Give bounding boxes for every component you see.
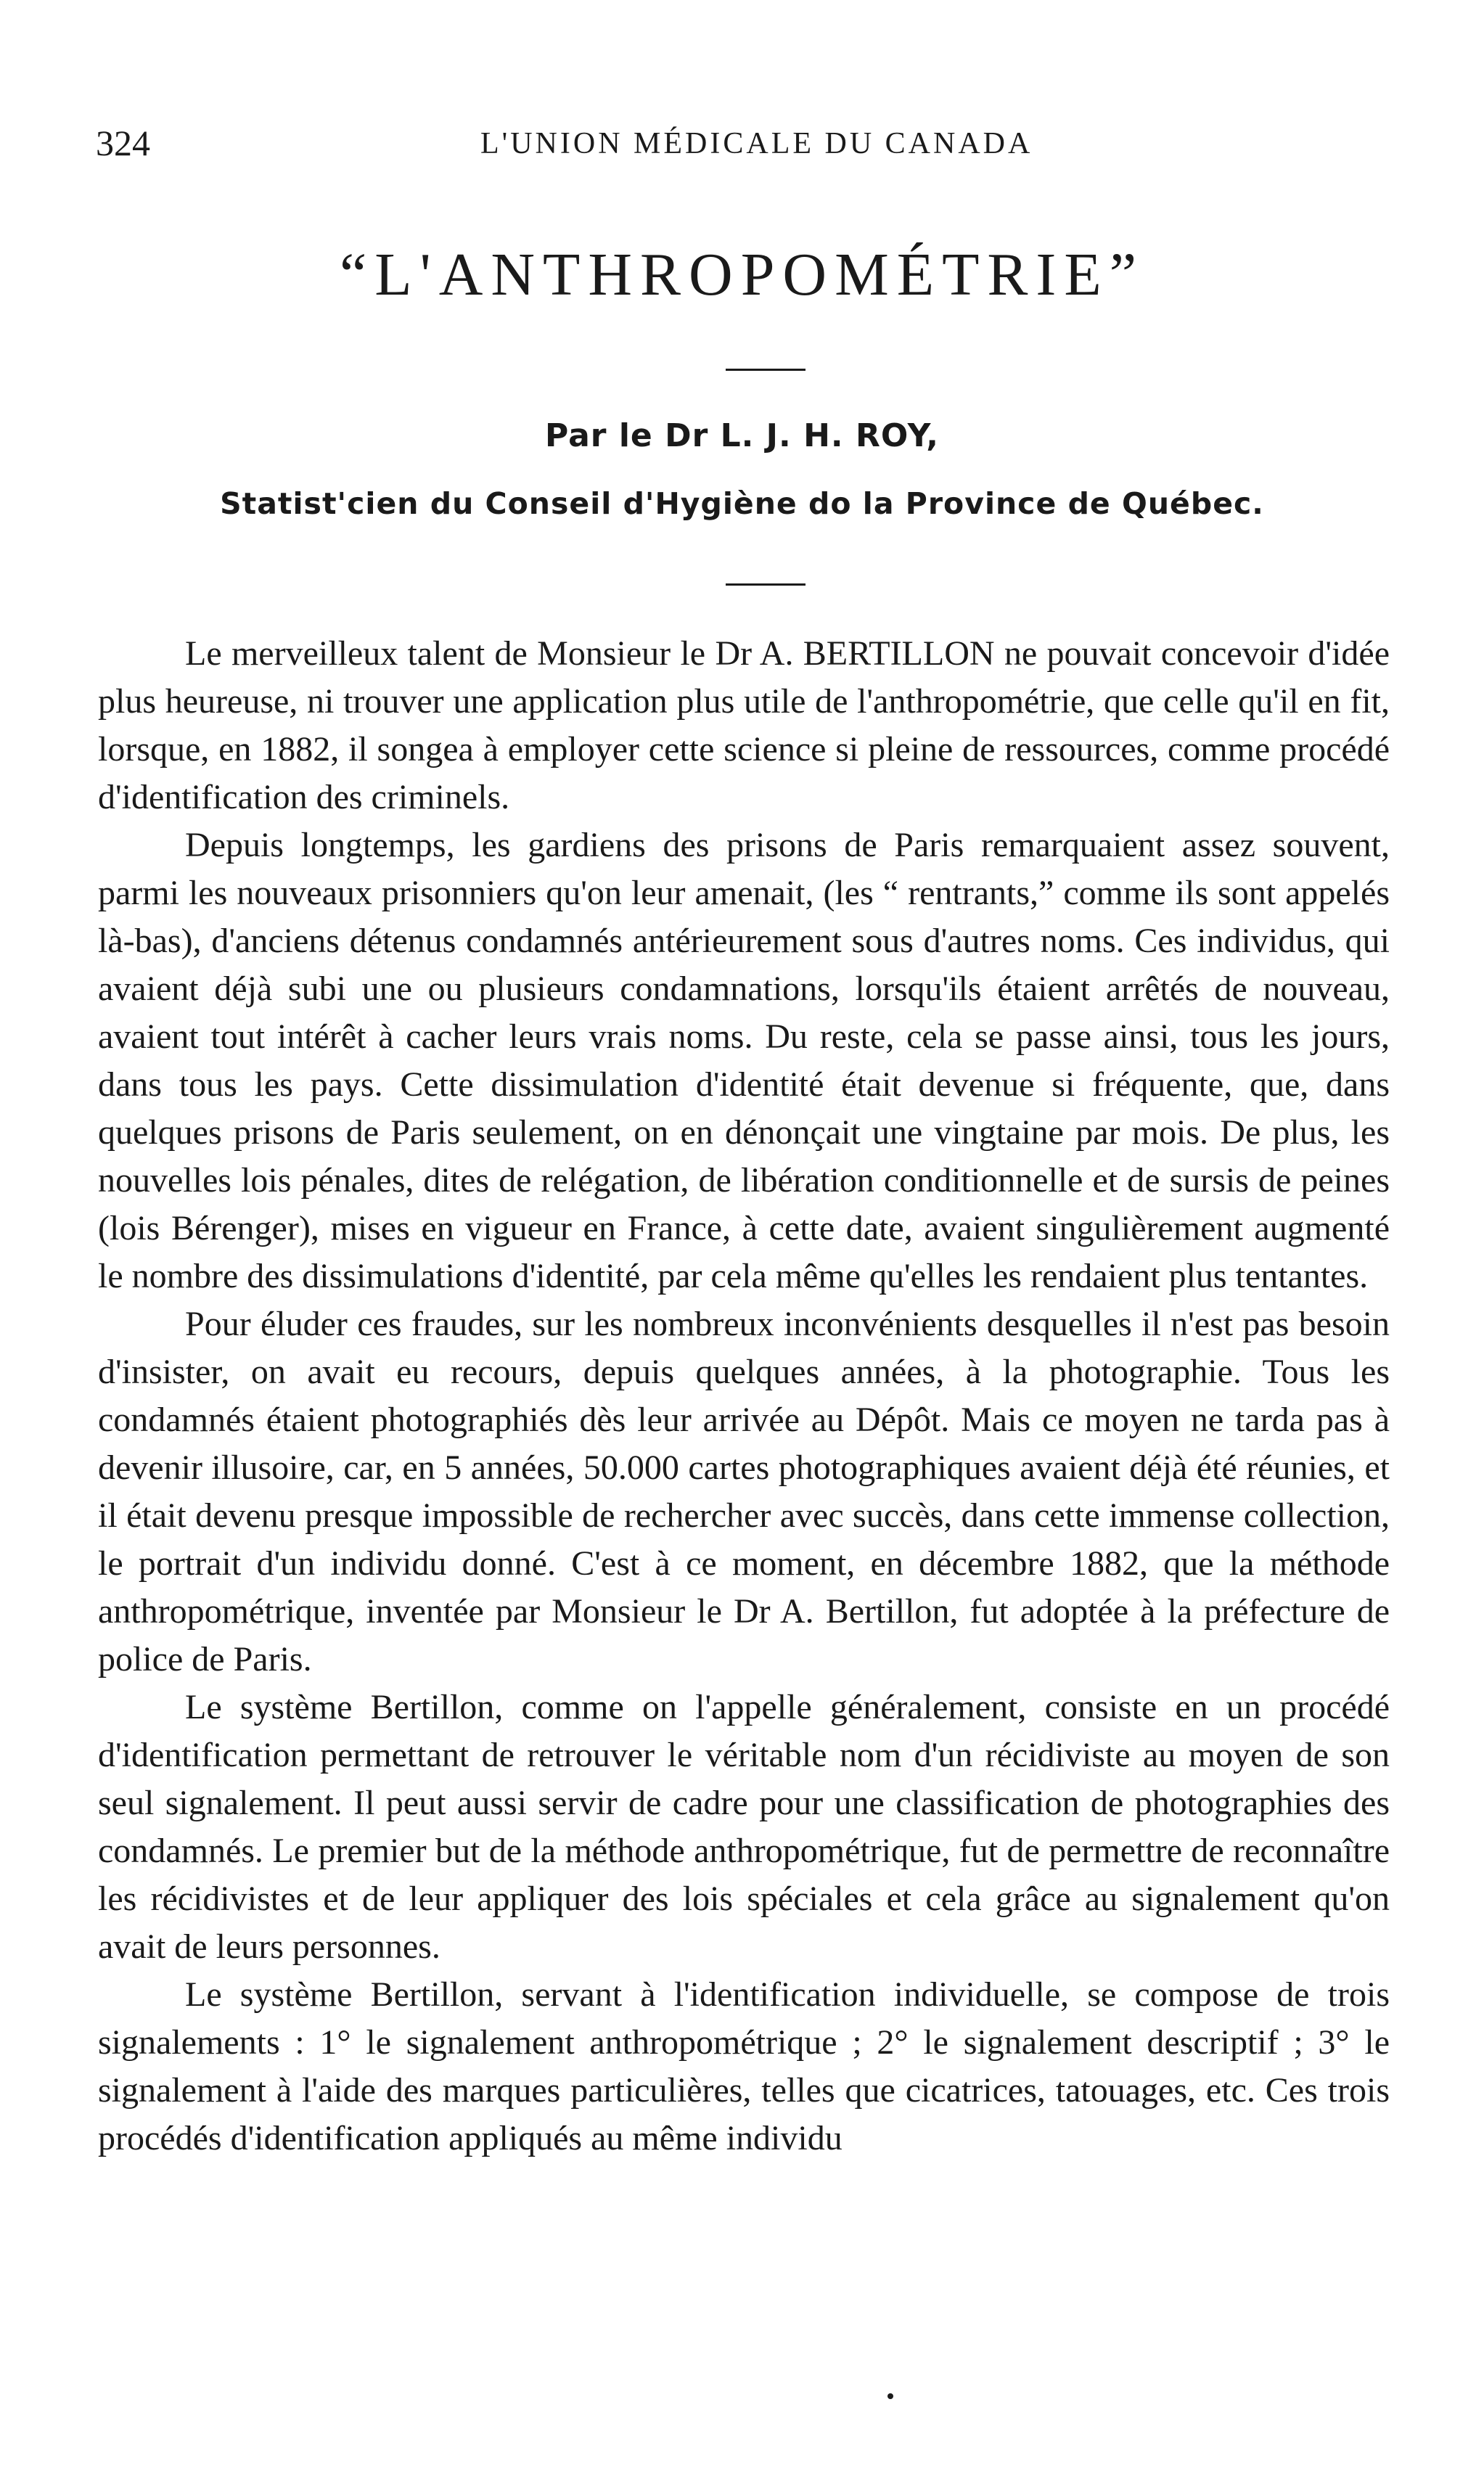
paragraph: Pour éluder ces fraudes, sur les nombreux inconvénients desquelles il n'est pas besoin d'insister, on avait eu recours, depuis quelques années, à la photographie. Tous les condamnés étaient photographiés dès leur arrivée au Dépôt. Mais ce moyen ne tarda pas à devenir illusoire, car, en 5 années, 50.000 cartes photographiques avaient déjà été réunies, et il était devenu presque impossible de rechercher avec succès, dans cette immense collection, le portrait d'un individu donné. C'est à ce moment, en décembre 1882, que la méthode anthropométrique, inventée par Monsieur le Dr A. Bertillon, fut adoptée à la préfecture de police de Paris. — [98, 1305, 1390, 1678]
author-byline: Par le Dr L. J. H. ROY, — [545, 417, 939, 454]
footer-dot — [887, 2393, 893, 2399]
article-body — [98, 630, 1390, 2163]
paragraph: Depuis longtemps, les gardiens des prisons de Paris remarquaient assez souvent, parmi les nouveaux prisonniers qu'on leur amenait, (les “ rentrants,” comme ils sont appelés là-bas), d'anciens détenus condamnés antérieurement sous d'autres noms. Ces individus, qui avaient déjà subi une ou plusieurs condamnations, lorsqu'ils étaient arrêtés de nouveau, avaient tout intérêt à cacher leurs vrais noms. Du reste, cela se passe ainsi, tous les jours, dans tous les pays. Cette dissimulation d'identité était devenue si fréquente, que, dans quelques prisons de Paris seulement, on en dénonçait une vingtaine par mois. De plus, les nouvelles lois pénales, dites de relégation, de libération conditionnelle et de sursis de peines (lois Bérenger), mises en vigueur en France, à cette date, avaient singulièrement augmenté le nombre des dissimulations d'identité, par cela même qu'elles les rendaient plus tentantes. — [98, 826, 1390, 1295]
page-number: 324 — [96, 123, 150, 163]
paragraph: Le système Bertillon, comme on l'appelle généralement, consiste en un procédé d'identification permettant de retrouver le véritable nom d'un récidiviste au moyen de son seul signalement. Il peut aussi servir de cadre pour une classification de photographies des condamnés. Le premier but de la méthode anthropométrique, fut de permettre de reconnaître les récidivistes et de leur appliquer des lois spéciales et cela grâce au signalement qu'on avait de leurs personnes. — [98, 1688, 1390, 1966]
paragraph: Le merveilleux talent de Monsieur le Dr A. BERTILLON ne pouvait concevoir d'idée plus heureuse, ni trouver une application plus utile de l'anthropométrie, que celle qu'il en fit, lorsque, en 1882, il songea à employer cette science si pleine de ressources, comme procédé d'identification des criminels. — [98, 634, 1390, 816]
title-divider — [726, 369, 805, 371]
paragraph: Le système Bertillon, servant à l'identification individuelle, se compose de trois signalements : 1° le signalement anthropométrique ; 2° le signalement descriptif ; 3° le signalement à l'aide des marques particulières, telles que cicatrices, tatouages, etc. Ces trois procédés d'identification appliqués au même individu — [98, 1975, 1390, 2157]
author-affiliation: Statist'cien du Conseil d'Hygiène do la Province de Québec. — [220, 486, 1264, 521]
running-head — [96, 122, 1112, 165]
byline-divider — [726, 583, 805, 586]
article-title: “L'ANTHROPOMÉTRIE” — [340, 241, 1144, 308]
journal-title: L'UNION MÉDICALE DU CANADA — [480, 127, 1033, 160]
